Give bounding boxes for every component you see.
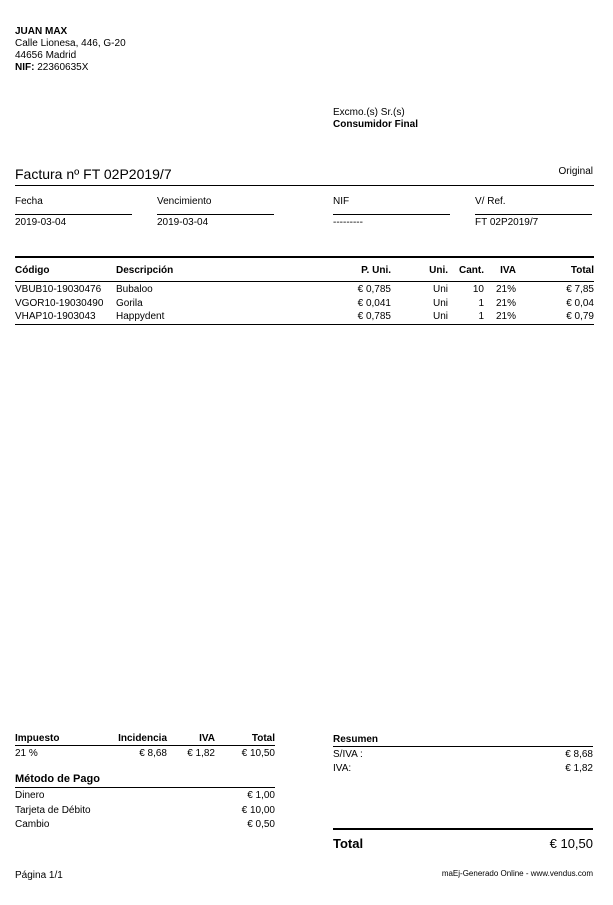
item-code: VBUB10-19030476 — [15, 284, 102, 295]
meta-field-due-date — [157, 196, 274, 228]
tax-header-tax: Impuesto — [15, 733, 115, 746]
meta-field-nif — [333, 196, 450, 228]
tax-header-vat: IVA — [167, 733, 215, 746]
item-total: € 0,79 — [524, 310, 594, 324]
item-qty: 10 — [472, 284, 484, 295]
item-code: VGOR10-19030490 — [15, 297, 104, 309]
item-code: VHAP10-1903043 — [15, 310, 116, 324]
item-row — [15, 282, 594, 297]
meta-label: NIF — [333, 196, 350, 207]
payment-row — [15, 788, 275, 804]
sender-address-line2: 44656 Madrid — [15, 50, 77, 61]
sender-name: JUAN MAX — [15, 26, 68, 37]
item-unit: Uni — [391, 310, 448, 324]
summary-table — [333, 748, 593, 776]
header-qty: Cant. — [448, 257, 484, 282]
header-total: Total — [524, 257, 594, 282]
meta-value: 2019-03-04 — [157, 217, 209, 228]
header-vat: IVA — [484, 257, 524, 282]
item-vat: 21% — [495, 284, 516, 295]
meta-label: Vencimiento — [157, 196, 212, 207]
header-unit: Uni. — [391, 257, 448, 282]
summary-label: IVA: — [333, 763, 352, 774]
recipient-block — [333, 107, 418, 131]
item-unit-price: € 0,785 — [316, 310, 391, 324]
meta-label: V/ Ref. — [475, 196, 506, 207]
meta-field-reference — [475, 196, 592, 228]
generator-credit: maEj-Generado Online - www.vendus.com — [441, 869, 593, 878]
item-vat: 21% — [484, 310, 524, 324]
item-unit-price: € 0,041 — [357, 297, 391, 309]
grand-total-value: € 10,50 — [549, 836, 593, 851]
tax-row — [15, 746, 275, 760]
item-description: Happydent — [116, 310, 316, 324]
items-header-row — [15, 257, 594, 282]
meta-underline — [15, 214, 132, 215]
summary-row — [333, 748, 593, 762]
item-unit: Uni — [432, 297, 448, 309]
header-unit-price: P. Uni. — [316, 257, 391, 282]
summary-row — [333, 762, 593, 776]
item-qty: 1 — [448, 310, 484, 324]
summary-divider — [333, 746, 593, 747]
total-divider — [333, 828, 593, 830]
item-row — [15, 310, 594, 324]
grand-total-label: Total — [333, 836, 364, 851]
item-row — [15, 297, 594, 311]
payment-amount: € 1,00 — [195, 788, 275, 804]
sender-nif — [15, 62, 126, 74]
item-unit: Uni — [432, 284, 448, 295]
item-vat: 21% — [495, 297, 516, 309]
items-table — [15, 256, 594, 325]
recipient-salutation: Excmo.(s) Sr.(s) — [333, 107, 405, 118]
meta-underline — [157, 214, 274, 215]
item-description: Bubaloo — [116, 284, 153, 295]
tax-table — [15, 733, 275, 759]
meta-field-date — [15, 196, 132, 228]
tax-vat: € 1,82 — [187, 748, 215, 759]
invoice-copy-type: Original — [558, 166, 593, 177]
payment-title: Método de Pago — [15, 773, 100, 785]
recipient-name: Consumidor Final — [333, 119, 418, 130]
invoice-title: Factura nº FT 02P2019/7 — [15, 166, 172, 182]
sender-nif-label: NIF: — [15, 62, 35, 73]
tax-total: € 10,50 — [241, 748, 275, 759]
header-description: Descripción — [116, 257, 316, 282]
payment-amount: € 0,50 — [247, 819, 275, 830]
tax-header-row — [15, 733, 275, 746]
tax-header-total: Total — [215, 733, 275, 746]
summary-value: € 1,82 — [565, 763, 593, 774]
tax-header-base: Incidencia — [115, 733, 167, 746]
item-qty: 1 — [478, 297, 484, 309]
tax-rate: 21 % — [15, 748, 38, 759]
item-unit-price: € 0,785 — [357, 284, 391, 295]
header-code: Código — [15, 257, 116, 282]
summary-value: € 8,68 — [565, 749, 593, 760]
payment-method: Tarjeta de Débito — [15, 804, 91, 816]
summary-label: S/IVA : — [333, 749, 363, 760]
tax-base: € 8,68 — [139, 748, 167, 759]
summary-title: Resumen — [333, 734, 379, 745]
payment-method: Cambio — [15, 819, 50, 830]
sender-block — [15, 26, 126, 74]
meta-value: --------- — [333, 217, 363, 228]
item-total: € 0,04 — [566, 297, 594, 309]
payment-row — [15, 818, 275, 833]
payment-amount: € 10,00 — [241, 804, 275, 816]
sender-address-line1: Calle Lionesa, 446, G-20 — [15, 38, 126, 49]
payment-table — [15, 787, 275, 833]
meta-underline — [333, 214, 450, 215]
payment-row — [15, 804, 275, 819]
item-total: € 7,85 — [566, 284, 594, 295]
meta-value: FT 02P2019/7 — [475, 217, 539, 228]
meta-value: 2019-03-04 — [15, 217, 67, 228]
meta-underline — [475, 214, 592, 215]
title-divider — [15, 185, 594, 186]
sender-nif-value: 22360635X — [37, 62, 89, 73]
page-number: Página 1/1 — [15, 870, 63, 881]
payment-method: Dinero — [15, 788, 195, 804]
item-description: Gorila — [116, 297, 143, 309]
meta-label: Fecha — [15, 196, 43, 207]
